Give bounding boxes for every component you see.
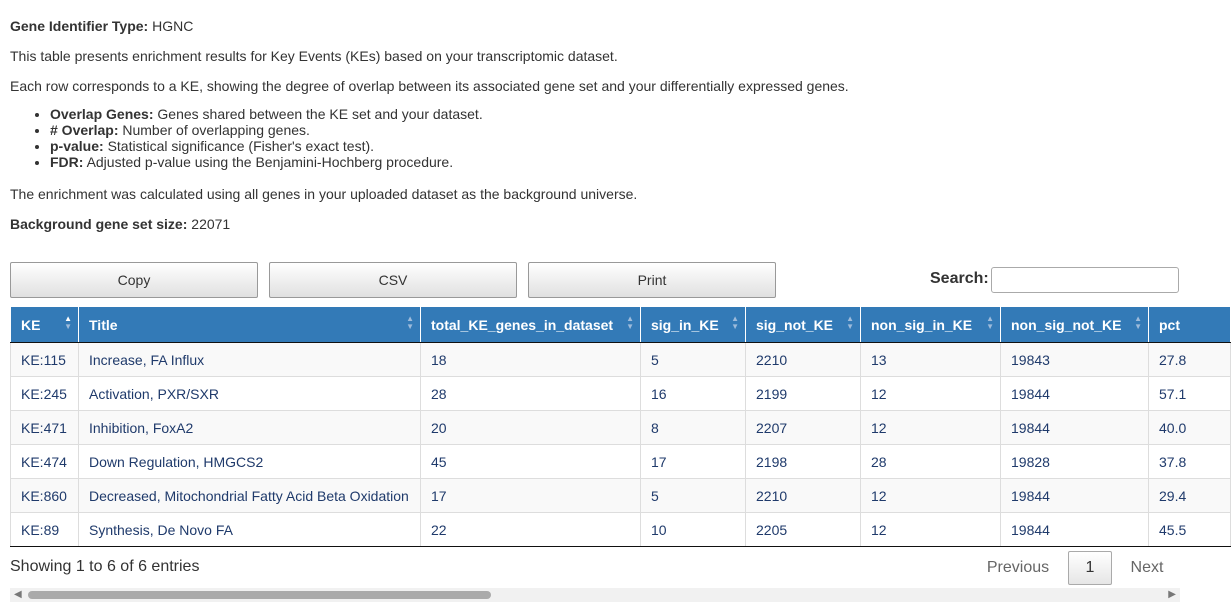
sort-down-icon: ▼ xyxy=(846,322,854,331)
column-header-sig-in-ke[interactable] xyxy=(641,307,746,343)
sort-up-icon: ▲ xyxy=(1134,314,1142,323)
cell-ke: KE:471 xyxy=(11,411,79,445)
gene-type-line xyxy=(10,16,193,36)
definition-text: Adjusted p-value using the Benjamini-Hochberg procedure. xyxy=(86,154,454,170)
sort-icon xyxy=(626,315,634,331)
cell-non-sig-in-ke: 28 xyxy=(861,445,1001,479)
sort-up-icon: ▲ xyxy=(64,314,72,323)
column-header-total-ke-genes[interactable] xyxy=(421,307,641,343)
sort-down-icon: ▼ xyxy=(986,322,994,331)
sort-up-icon: ▲ xyxy=(986,314,994,323)
cell-sig-in-ke: 10 xyxy=(641,513,746,547)
background-size-label: Background gene set size: xyxy=(10,216,188,232)
scroll-left-icon[interactable]: ◀ xyxy=(14,589,22,600)
sort-down-icon: ▼ xyxy=(731,322,739,331)
description-1: This table presents enrichment results for Key Events (KEs) based on your transcriptomic dataset. xyxy=(10,48,618,64)
sort-icon xyxy=(846,315,854,331)
cell-non-sig-in-ke: 12 xyxy=(861,479,1001,513)
definition-text: Number of overlapping genes. xyxy=(122,122,310,138)
description-2: Each row corresponds to a KE, showing the degree of overlap between its associated gene set and your differentially expressed genes. xyxy=(10,78,849,94)
gene-type-label: Gene Identifier Type: xyxy=(10,18,149,34)
csv-button[interactable]: CSV xyxy=(269,262,517,298)
definition-term: FDR: xyxy=(50,154,84,170)
column-header-label: non_sig_in_KE xyxy=(871,316,973,333)
column-header-label: non_sig_not_KE xyxy=(1011,316,1122,333)
table-row xyxy=(11,445,1231,479)
cell-total: 18 xyxy=(421,343,641,377)
cell-sig-in-ke: 5 xyxy=(641,479,746,513)
cell-sig-not-ke: 2198 xyxy=(746,445,861,479)
cell-non-sig-in-ke: 13 xyxy=(861,343,1001,377)
sort-down-icon: ▼ xyxy=(406,322,414,331)
column-header-label: KE xyxy=(21,316,41,333)
cell-sig-not-ke: 2205 xyxy=(746,513,861,547)
cell-non-sig-not-ke: 19828 xyxy=(1001,445,1149,479)
definition-item xyxy=(50,106,483,122)
definition-item xyxy=(50,122,483,138)
sort-icon xyxy=(64,315,72,331)
print-button[interactable]: Print xyxy=(528,262,776,298)
sort-up-icon: ▲ xyxy=(626,314,634,323)
search-label: Search: xyxy=(930,270,989,287)
cell-title: Inhibition, FoxA2 xyxy=(79,411,421,445)
column-header-label: pct xyxy=(1159,316,1180,333)
cell-sig-not-ke: 2210 xyxy=(746,479,861,513)
scroll-right-icon[interactable]: ▶ xyxy=(1168,589,1176,600)
column-header-label: sig_not_KE xyxy=(756,316,834,333)
sort-icon xyxy=(406,315,414,331)
search-input[interactable] xyxy=(991,267,1179,293)
results-table xyxy=(10,306,1231,547)
cell-total: 20 xyxy=(421,411,641,445)
definition-term: Overlap Genes: xyxy=(50,106,154,122)
sort-down-icon: ▼ xyxy=(626,322,634,331)
cell-title: Synthesis, De Novo FA xyxy=(79,513,421,547)
table-header-row xyxy=(11,307,1231,343)
column-header-non-sig-in-ke[interactable] xyxy=(861,307,1001,343)
scrollbar-thumb[interactable] xyxy=(28,591,491,599)
cell-pct: 37.8 xyxy=(1149,445,1231,479)
definition-item xyxy=(50,138,483,154)
cell-title: Decreased, Mitochondrial Fatty Acid Beta Oxidation xyxy=(79,479,421,513)
column-header-sig-not-ke[interactable] xyxy=(746,307,861,343)
definition-term: p-value: xyxy=(50,138,104,154)
cell-non-sig-in-ke: 12 xyxy=(861,377,1001,411)
cell-sig-in-ke: 8 xyxy=(641,411,746,445)
cell-total: 45 xyxy=(421,445,641,479)
sort-icon xyxy=(731,315,739,331)
cell-sig-in-ke: 5 xyxy=(641,343,746,377)
column-header-non-sig-not-ke[interactable] xyxy=(1001,307,1149,343)
cell-pct: 45.5 xyxy=(1149,513,1231,547)
cell-ke: KE:860 xyxy=(11,479,79,513)
cell-total: 28 xyxy=(421,377,641,411)
cell-total: 17 xyxy=(421,479,641,513)
page-1-button[interactable]: 1 xyxy=(1068,551,1112,585)
column-header-ke[interactable] xyxy=(11,307,79,343)
sort-down-icon: ▼ xyxy=(64,322,72,331)
cell-non-sig-not-ke: 19844 xyxy=(1001,377,1149,411)
cell-non-sig-not-ke: 19844 xyxy=(1001,479,1149,513)
sort-icon xyxy=(1134,315,1142,331)
cell-title: Activation, PXR/SXR xyxy=(79,377,421,411)
table-row xyxy=(11,411,1231,445)
definitions-list xyxy=(10,106,483,170)
cell-sig-not-ke: 2210 xyxy=(746,343,861,377)
copy-button[interactable]: Copy xyxy=(10,262,258,298)
cell-sig-not-ke: 2207 xyxy=(746,411,861,445)
sort-up-icon: ▲ xyxy=(846,314,854,323)
cell-pct: 27.8 xyxy=(1149,343,1231,377)
sort-down-icon: ▼ xyxy=(1134,322,1142,331)
cell-ke: KE:115 xyxy=(11,343,79,377)
cell-sig-in-ke: 16 xyxy=(641,377,746,411)
table-info: Showing 1 to 6 of 6 entries xyxy=(10,558,200,575)
table-row xyxy=(11,513,1231,547)
background-size-value: 22071 xyxy=(191,216,231,232)
cell-sig-not-ke: 2199 xyxy=(746,377,861,411)
next-button[interactable]: Next xyxy=(1130,559,1164,576)
previous-button[interactable]: Previous xyxy=(986,559,1050,576)
column-header-title[interactable] xyxy=(79,307,421,343)
cell-non-sig-in-ke: 12 xyxy=(861,411,1001,445)
gene-type-value: HGNC xyxy=(152,18,194,34)
cell-total: 22 xyxy=(421,513,641,547)
cell-ke: KE:89 xyxy=(11,513,79,547)
column-header-pct[interactable] xyxy=(1149,307,1231,343)
results-table-container xyxy=(10,306,1187,547)
column-header-label: total_KE_genes_in_dataset xyxy=(431,316,614,333)
cell-non-sig-not-ke: 19843 xyxy=(1001,343,1149,377)
description-3: The enrichment was calculated using all genes in your uploaded dataset as the background universe. xyxy=(10,186,638,202)
cell-sig-in-ke: 17 xyxy=(641,445,746,479)
definition-item xyxy=(50,154,483,170)
cell-title: Down Regulation, HMGCS2 xyxy=(79,445,421,479)
cell-pct: 40.0 xyxy=(1149,411,1231,445)
cell-non-sig-in-ke: 12 xyxy=(861,513,1001,547)
cell-ke: KE:474 xyxy=(11,445,79,479)
column-header-label: sig_in_KE xyxy=(651,316,719,333)
column-header-label: Title xyxy=(89,316,118,333)
table-row xyxy=(11,377,1231,411)
table-row xyxy=(11,343,1231,377)
definition-term: # Overlap: xyxy=(50,122,119,138)
table-row xyxy=(11,479,1231,513)
cell-non-sig-not-ke: 19844 xyxy=(1001,513,1149,547)
horizontal-scrollbar[interactable] xyxy=(10,588,1180,602)
definition-text: Genes shared between the KE set and your dataset. xyxy=(157,106,483,122)
cell-title: Increase, FA Influx xyxy=(79,343,421,377)
cell-ke: KE:245 xyxy=(11,377,79,411)
sort-up-icon: ▲ xyxy=(406,314,414,323)
definition-text: Statistical significance (Fisher's exact test). xyxy=(107,138,375,154)
cell-non-sig-not-ke: 19844 xyxy=(1001,411,1149,445)
sort-up-icon: ▲ xyxy=(731,314,739,323)
cell-pct: 29.4 xyxy=(1149,479,1231,513)
sort-icon xyxy=(986,315,994,331)
background-size-line xyxy=(10,214,230,234)
cell-pct: 57.1 xyxy=(1149,377,1231,411)
